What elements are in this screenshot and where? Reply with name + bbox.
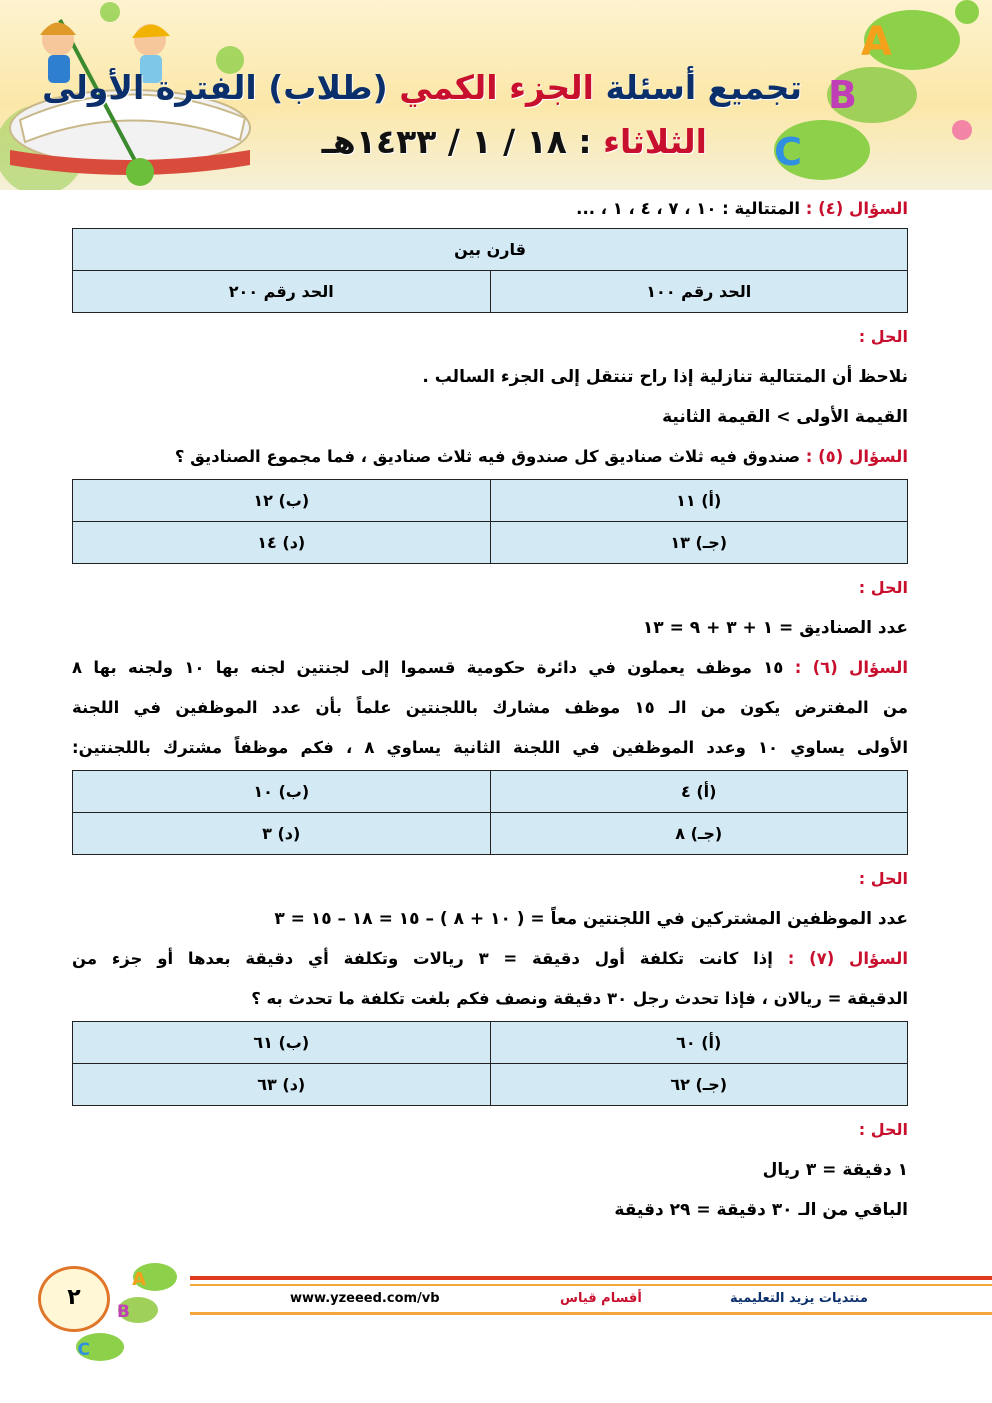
footer-section: أقسام قياس <box>560 1291 642 1306</box>
solution-label: الحل : <box>858 869 908 888</box>
page-content <box>72 192 908 1230</box>
question-6 <box>72 648 908 688</box>
solution-label: الحل : <box>858 327 908 346</box>
svg-text:A: A <box>132 1269 146 1290</box>
option-b[interactable]: (ب) ١٠ <box>73 771 491 813</box>
svg-text:A: A <box>861 19 892 65</box>
option-d[interactable]: (د) ١٤ <box>73 522 491 564</box>
question-text: ١٥ موظف يعملون في دائرة حكومية قسموا إلى لجنتين لجنه بها ١٠ ولجنه بها ٨ <box>72 658 795 677</box>
solution-line: عدد الصناديق = ١ + ٣ + ٩ = ١٣ <box>642 618 908 638</box>
footer-divider <box>190 1276 992 1280</box>
question-label: السؤال (٧) : <box>787 949 908 968</box>
option-a[interactable]: (أ) ٦٠ <box>490 1022 908 1064</box>
option-a[interactable]: (أ) ١١ <box>490 480 908 522</box>
svg-text:C: C <box>774 130 802 174</box>
option-c[interactable]: (جـ) ٦٢ <box>490 1064 908 1106</box>
solution-label: الحل : <box>858 1120 908 1139</box>
question-label: السؤال (٤) : <box>805 199 908 218</box>
question-label: السؤال (٥) : <box>805 447 908 466</box>
compare-col-b: الحد رقم ٢٠٠ <box>73 271 491 313</box>
question-4 <box>72 192 908 226</box>
solution-line: عدد الموظفين المشتركين في اللجنتين معاً = ( ١٠ + ٨ ) – ١٥ = ١٨ – ١٥ = ٣ <box>274 909 908 929</box>
question-text: المتتالية : ١٠ ، ٧ ، ٤ ، ١ ، ... <box>576 199 806 218</box>
options-table <box>72 479 908 564</box>
solution-line: نلاحظ أن المتتالية تنازلية إذا راح تنتقل إلى الجزء السالب . <box>422 367 908 387</box>
date-value: : ١٨ / ١ / ١٤٣٣هـ <box>321 122 592 161</box>
question-text: من المفترض يكون من الـ ١٥ موظف مشارك باللجنتين علماً بأن عدد الموظفين في اللجنة <box>72 698 908 717</box>
solution-line: القيمة الأولى > القيمة الثانية <box>662 407 908 427</box>
title-part-2: الجزء الكمي <box>399 68 594 107</box>
page-date <box>322 122 707 161</box>
question-text: إذا كانت تكلفة أول دقيقة = ٣ ريالات وتكلفة أي دقيقة بعدها أو جزء من <box>72 949 788 968</box>
svg-text:B: B <box>828 73 857 117</box>
footer-divider <box>190 1312 992 1315</box>
question-5 <box>72 437 908 477</box>
option-d[interactable]: (د) ٦٣ <box>73 1064 491 1106</box>
svg-text:B: B <box>117 1302 130 1322</box>
compare-col-a: الحد رقم ١٠٠ <box>490 271 908 313</box>
page-header <box>0 0 992 190</box>
compare-header: قارن بين <box>73 229 908 271</box>
options-table <box>72 1021 908 1106</box>
options-table <box>72 770 908 855</box>
option-b[interactable]: (ب) ٦١ <box>73 1022 491 1064</box>
footer-website-link[interactable]: www.yzeeed.com/vb <box>290 1291 440 1306</box>
footer-forum-name: منتديات يزيد التعليمية <box>730 1291 868 1306</box>
option-c[interactable]: (جـ) ٨ <box>490 813 908 855</box>
svg-text:C: C <box>77 1340 90 1360</box>
title-part-3: (طلاب) الفترة الأولى <box>42 68 388 107</box>
question-label: السؤال (٦) : <box>794 658 908 677</box>
question-text: الأولى يساوي ١٠ وعدد الموظفين في اللجنة الثانية يساوي ٨ ، فكم موظفاً مشترك باللجنتين: <box>72 738 908 757</box>
option-d[interactable]: (د) ٣ <box>73 813 491 855</box>
option-c[interactable]: (جـ) ١٣ <box>490 522 908 564</box>
date-day: الثلاثاء <box>603 122 707 161</box>
option-a[interactable]: (أ) ٤ <box>490 771 908 813</box>
title-part-1: تجميع أسئلة <box>605 68 802 107</box>
solution-line: الباقي من الـ ٣٠ دقيقة = ٢٩ دقيقة <box>614 1200 908 1220</box>
compare-table <box>72 228 908 313</box>
page-title <box>42 68 802 107</box>
footer-divider <box>190 1284 992 1286</box>
question-text: الدقيقة = ريالان ، فإذا تحدث رجل ٣٠ دقيقة ونصف فكم بلغت تكلفة ما تحدث به ؟ <box>251 989 908 1008</box>
question-text: صندوق فيه ثلاث صناديق كل صندوق فيه ثلاث صناديق ، فما مجموع الصناديق ؟ <box>174 447 806 466</box>
solution-label: الحل : <box>858 578 908 597</box>
question-7 <box>72 939 908 979</box>
solution-line: ١ دقيقة = ٣ ريال <box>762 1160 908 1180</box>
option-b[interactable]: (ب) ١٢ <box>73 480 491 522</box>
page-number: ٢ <box>38 1266 110 1332</box>
